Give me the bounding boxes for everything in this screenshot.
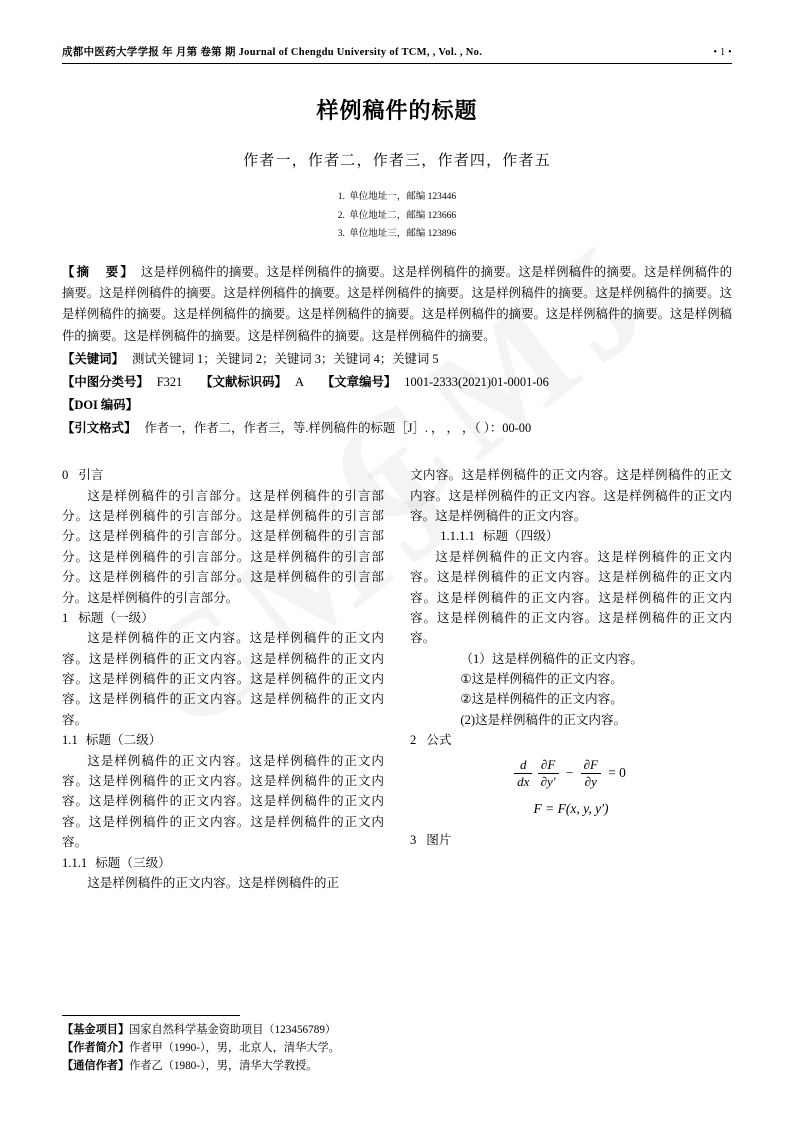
section-title: 标题（一级） <box>78 610 154 625</box>
list-item <box>410 689 732 709</box>
citation-value: 作者一，作者二，作者三，等.样例稿件的标题［J］. ， ， ，（ ）：00-00 <box>144 421 532 436</box>
section-heading-1 <box>62 608 384 628</box>
section-heading-1-1 <box>62 730 384 750</box>
list-item-text: 这是样例稿件的正文内容。 <box>471 692 623 707</box>
list-item-marker: ② <box>460 692 472 707</box>
footnote-text: 作者乙（1980-），男，清华大学教授。 <box>129 1059 318 1072</box>
footnote-item <box>62 1057 492 1075</box>
affiliation-number: 3. <box>337 229 345 240</box>
list-item-text: 这是样例稿件的正文内容。 <box>491 651 643 666</box>
paragraph-sec1-1-1-1: 这是样例稿件的正文内容。这是样例稿件的正文内容。这是样例稿件的正文内容。这是样例稿件的正文内容。这是样例稿件的正文内容。这是样例稿件的正文内容。这是样例稿件的正文内容。这是样例稿件的正文内容。 <box>410 549 732 646</box>
abstract-block <box>62 262 732 347</box>
list-item-text: 这是样例稿件的正文内容。 <box>475 712 627 727</box>
section-title: 标题（四级） <box>482 529 559 544</box>
doi-line <box>62 394 732 416</box>
list-item-marker: （1） <box>460 651 492 666</box>
abstract-paragraph <box>62 262 732 347</box>
body-columns <box>62 465 732 893</box>
formula-function-definition: F = F(x, y, y′) <box>533 801 609 817</box>
footnote-item <box>62 1039 492 1057</box>
fraction-numerator: ∂F <box>581 757 601 774</box>
right-column <box>410 465 732 893</box>
section-title: 引言 <box>78 468 104 483</box>
page-title: 样例稿件的标题 <box>316 98 478 123</box>
section-number: 1.1.1.1 <box>440 529 475 544</box>
affiliation-number: 2. <box>337 210 345 221</box>
running-head-left: 成都中医药大学学报 年 月第 卷第 期 Journal of Chengdu University of TCM, , Vol. , No. <box>62 47 483 58</box>
keywords-line <box>62 348 732 370</box>
section-number: 3 <box>410 833 417 847</box>
doi-label: 【DOI 编码】 <box>62 398 139 413</box>
section-number: 1.1 <box>62 733 78 748</box>
keywords-label: 【关键词】 <box>62 351 124 366</box>
left-column <box>62 465 384 893</box>
footnote-text: 作者甲（1990-），男，北京人，清华大学。 <box>129 1041 340 1054</box>
footnote-item <box>62 1021 492 1039</box>
section-title: 公式 <box>426 733 452 748</box>
paragraph-sec1-1: 这是样例稿件的正文内容。这是样例稿件的正文内容。这是样例稿件的正文内容。这是样例稿件的正文内容。这是样例稿件的正文内容。这是样例稿件的正文内容。这是样例稿件的正文内容。这是样例稿件的正文内容。 <box>62 753 384 850</box>
affiliation-item <box>62 188 732 207</box>
affiliation-text: 单位地址一，邮编 123446 <box>349 192 457 202</box>
footnote-text: 国家自然科学基金资助项目（123456789） <box>129 1023 337 1036</box>
fraction-denominator: ∂y′ <box>540 773 556 789</box>
header-divider <box>62 63 732 64</box>
paragraph-intro: 这是样例稿件的引言部分。这是样例稿件的引言部分。这是样例稿件的引言部分。这是样例稿件的引言部分。这是样例稿件的引言部分。这是样例稿件的引言部分。这是样例稿件的引言部分。这是样例稿件的引言部分。这是样例稿件的引言部分。这是样例稿件的引言部分。这是样例稿件的引言部分。 <box>62 488 384 605</box>
clc-value: F321 <box>156 374 183 389</box>
formula-tail: = 0 <box>608 765 626 781</box>
affiliation-number: 1. <box>337 192 345 202</box>
section-heading-1-1-1-1 <box>410 526 732 546</box>
abstract-text: 这是样例稿件的摘要。这是样例稿件的摘要。这是样例稿件的摘要。这是样例稿件的摘要。这是样例稿件的摘要。这是样例稿件的摘要。这是样例稿件的摘要。这是样例稿件的摘要。这是样例稿件的摘要。这是样例稿件的摘要。这是样例稿件的摘要。这是样例稿件的摘要。这是样例稿件的摘要。这是样例稿件的摘要。这是样例稿件的摘要。这是样例稿件的摘要。这是样例稿件的摘要。这是样例稿件的摘要。这是样例稿件的摘要。 <box>62 264 733 343</box>
formula-fraction-1 <box>514 757 532 791</box>
section-number: 1.1.1 <box>62 855 88 870</box>
fraction-numerator: ∂F <box>538 757 559 774</box>
page-number: • 1 • <box>713 47 732 58</box>
section-number: 1 <box>62 610 69 625</box>
section-heading-3 <box>410 830 732 850</box>
list-item-text: 这是样例稿件的正文内容。 <box>471 672 623 687</box>
fraction-denominator: dx <box>517 773 530 789</box>
section-number: 2 <box>410 733 417 748</box>
formula-fraction-3 <box>581 757 601 791</box>
section-heading-2 <box>410 730 732 750</box>
paragraph-continued: 文内容。这是样例稿件的正文内容。这是样例稿件的正文内容。这是样例稿件的正文内容。这是样例稿件的正文内容。这是样例稿件的正文内容。 <box>410 468 732 523</box>
list-item-marker: ① <box>460 672 472 687</box>
article-id-value: 1001-2333(2021)01-0001-06 <box>404 374 549 389</box>
footnote-divider <box>62 1015 240 1016</box>
section-title: 标题（二级） <box>85 733 162 748</box>
list-item <box>410 669 732 689</box>
affiliation-item <box>62 225 732 244</box>
formula-euler-lagrange <box>410 757 732 791</box>
affiliation-text: 单位地址二，邮编 123666 <box>349 210 457 221</box>
author-list: 作者一，作者二，作者三，作者四，作者五 <box>243 153 551 169</box>
keywords-value: 测试关键词 1；关键词 2；关键词 3；关键词 4；关键词 5 <box>131 351 439 366</box>
list-item <box>410 710 732 730</box>
footnote-label: 【通信作者】 <box>62 1059 130 1072</box>
section-title: 图片 <box>426 833 452 847</box>
citation-label: 【引文格式】 <box>62 421 137 436</box>
section-number: 0 <box>62 468 69 483</box>
list-item <box>410 649 732 669</box>
affiliation-item <box>62 207 732 226</box>
section-heading-1-1-1 <box>62 853 384 873</box>
fraction-numerator: d <box>514 757 532 774</box>
list-item-marker: (2) <box>460 712 476 727</box>
document-code-value: A <box>294 374 304 389</box>
footnote-label: 【作者简介】 <box>62 1041 130 1054</box>
document-code-label: 【文献标识码】 <box>200 374 287 389</box>
affiliation-text: 单位地址三，邮编 123896 <box>349 229 457 240</box>
footnote-label: 【基金项目】 <box>62 1023 130 1036</box>
footnote-block <box>62 1015 492 1075</box>
formula-fraction-2 <box>538 757 559 791</box>
affiliation-list <box>62 188 732 244</box>
running-head <box>62 44 732 63</box>
section-heading-0 <box>62 465 384 485</box>
article-id-label: 【文章编号】 <box>321 374 397 389</box>
abstract-label: 【摘 要】 <box>62 264 135 279</box>
paragraph-sec1-1-1: 这是样例稿件的正文内容。这是样例稿件的正 <box>87 875 340 890</box>
citation-line <box>62 417 732 439</box>
section-title: 标题（三级） <box>95 855 171 870</box>
classification-line <box>62 371 732 393</box>
paragraph-sec1: 这是样例稿件的正文内容。这是样例稿件的正文内容。这是样例稿件的正文内容。这是样例稿件的正文内容。这是样例稿件的正文内容。这是样例稿件的正文内容。这是样例稿件的正文内容。这是样例稿件的正文内容。 <box>62 631 384 727</box>
fraction-denominator: ∂y <box>584 773 597 789</box>
clc-label: 【中图分类号】 <box>62 374 149 389</box>
formula-operator-minus: − <box>565 765 574 781</box>
